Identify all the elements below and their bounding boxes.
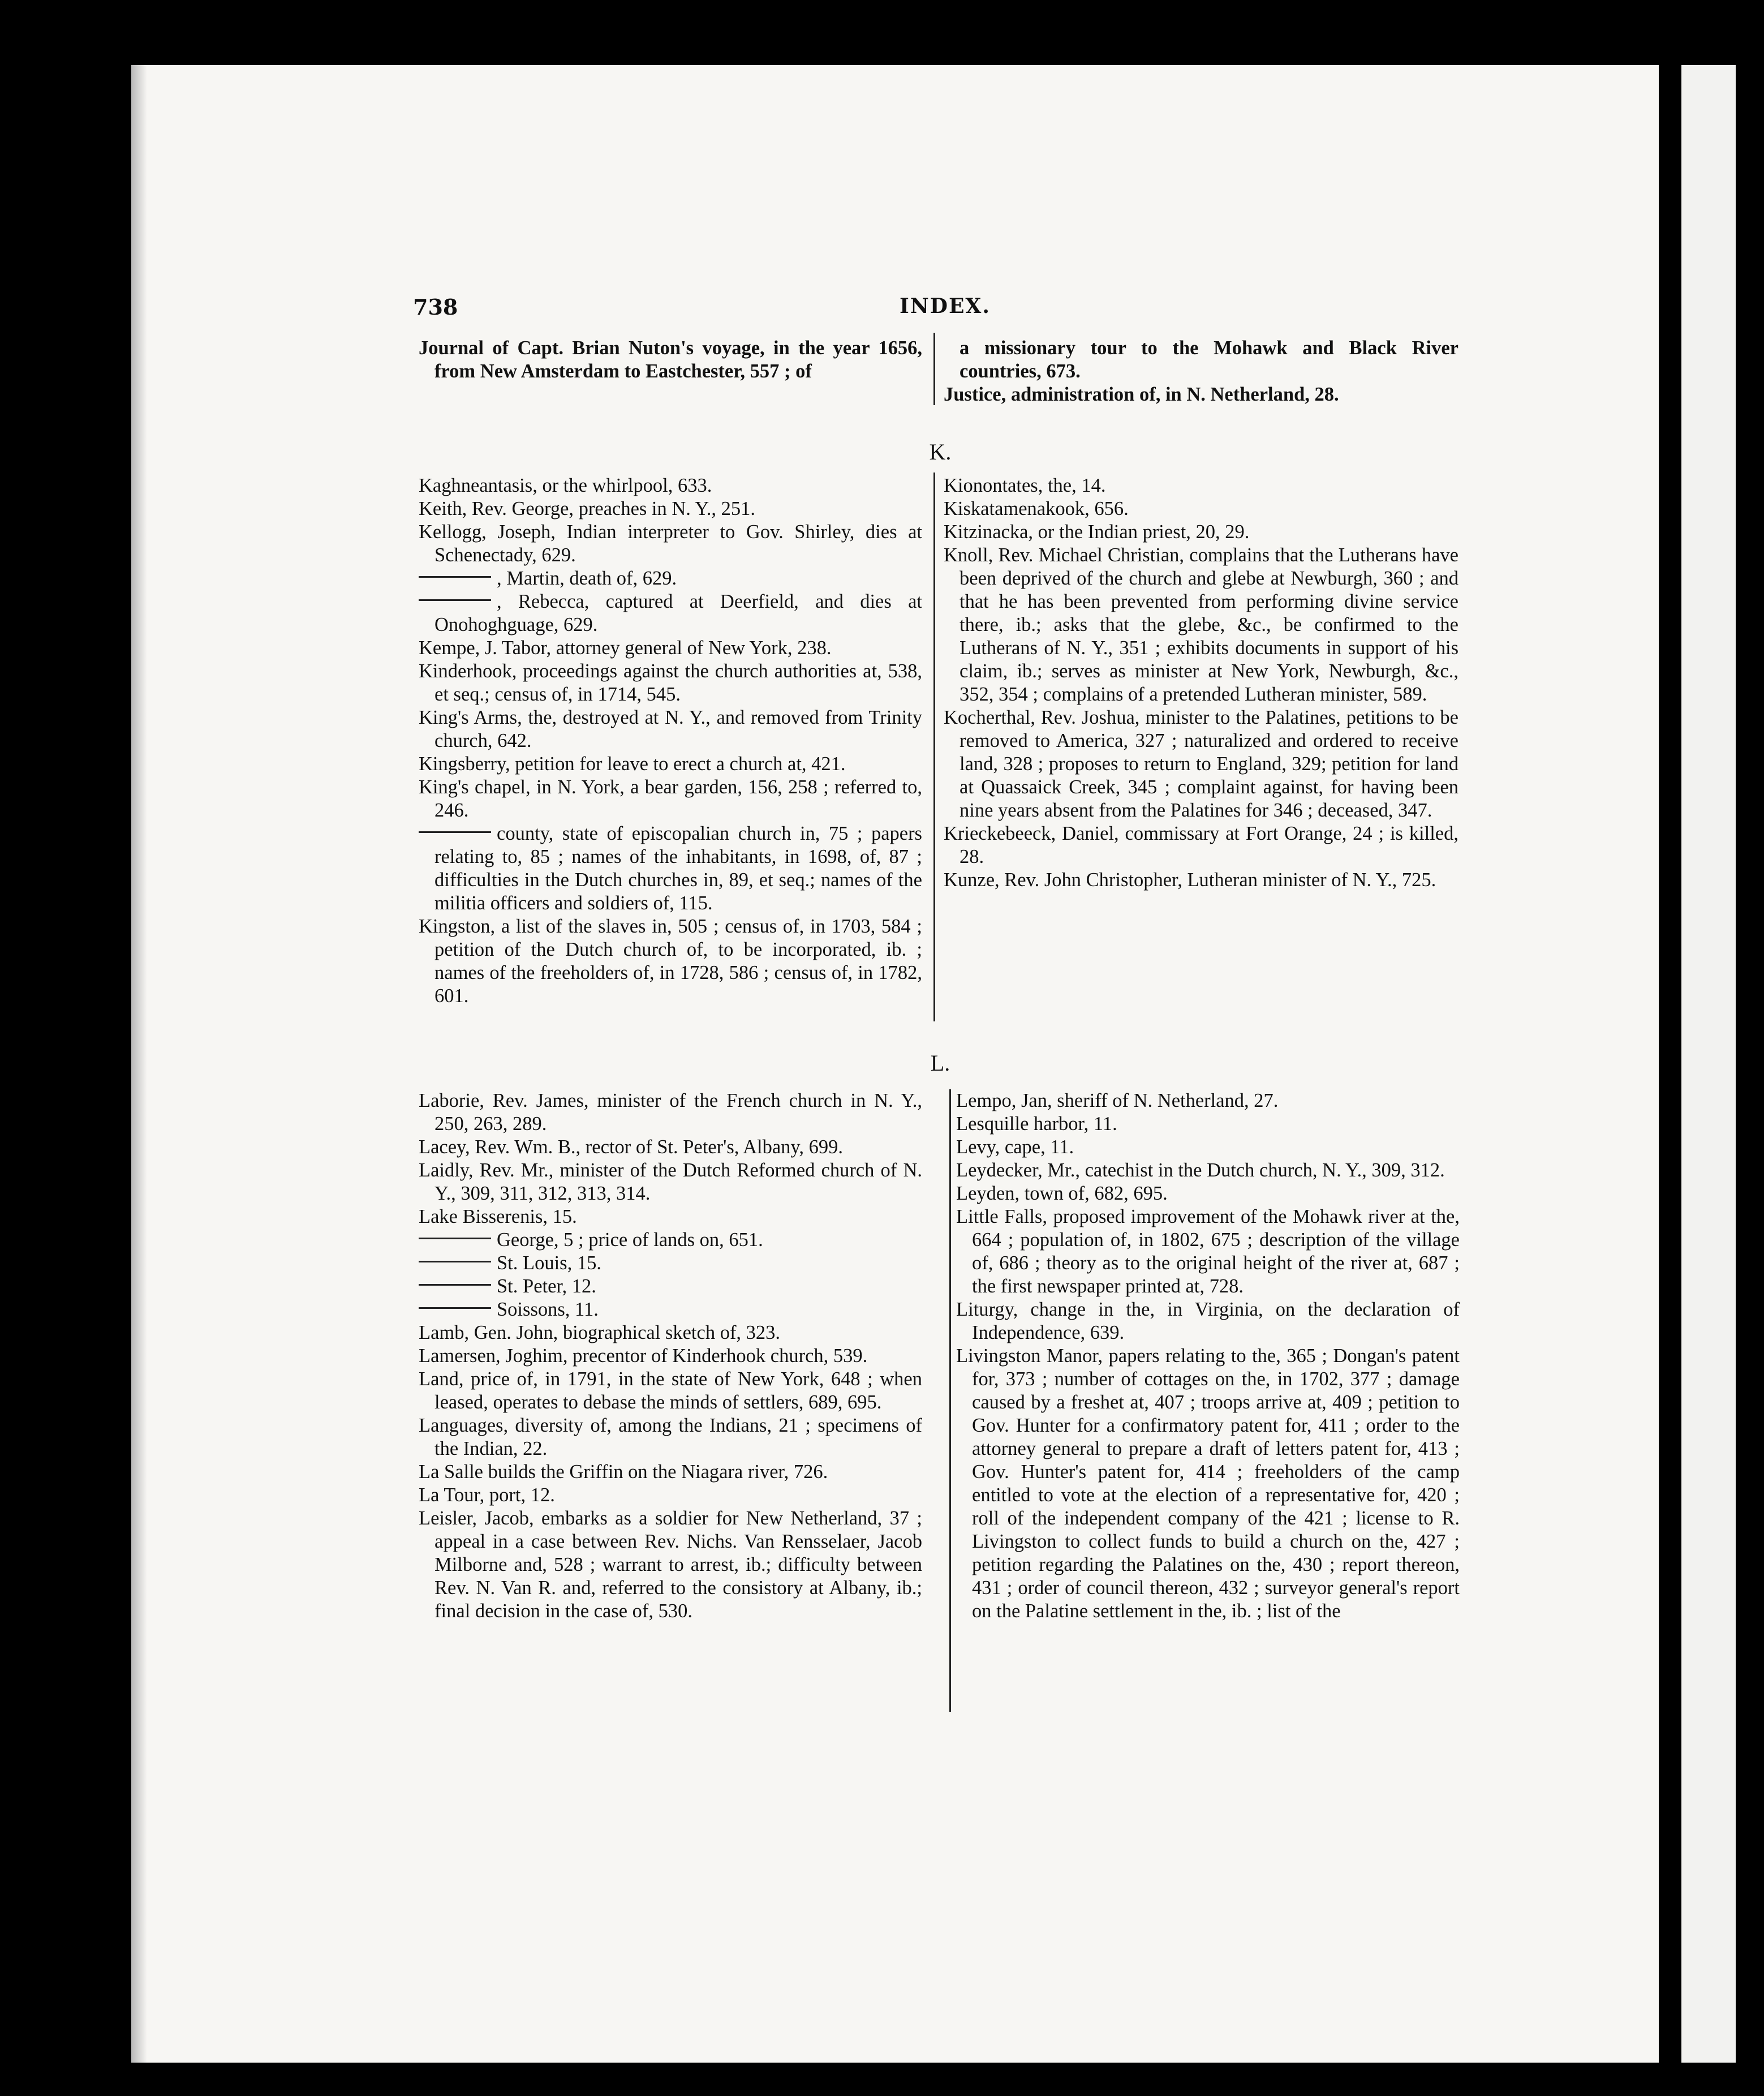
running-head [413, 294, 1460, 328]
index-entry-text: St. Louis, 15. [497, 1252, 601, 1274]
ditto-dash [419, 1261, 491, 1262]
index-entry: Kinderhook, proceedings against the church authorities at, 538, et seq.; census of, in 1714, 545. [419, 660, 922, 705]
k-section-right-column [944, 474, 1458, 892]
index-entry: Kellogg, Joseph, Indian interpreter to Gov. Shirley, dies at Schenectady, 629. [419, 521, 922, 566]
index-entry: Languages, diversity of, among the Indians, 21 ; specimens of the Indian, 22. [419, 1415, 922, 1459]
index-entry-text: Soissons, 11. [497, 1299, 599, 1320]
index-entry [419, 1252, 922, 1275]
index-entry: Livingston Manor, papers relating to the, 365 ; Dongan's patent for, 373 ; number of cottages on the, in 1702, 377 ; damage caused by a freshet at, 407 ; troops arrive at, 409 ; petition to Gov. Hunter for a confirmatory patent for, 411 ; order to the attorney general to prepare a draft of letters patent for, 413 ; Gov. Hunter's patent for, 414 ; freeholders of the camp entitled to vote at the election of a representative for, 420 ; roll of the independent company of the 421 ; license to R. Livingston to collect funds to build a church on the, 427 ; petition regarding the Palatines on the, 430 ; report thereon, 431 ; order of council thereon, 432 ; surveyor general's report on the Palatine settlement in the, ib. ; list of the [956, 1345, 1460, 1622]
next-page-edge [1681, 65, 1736, 2063]
column-divider [933, 333, 935, 405]
index-entry: Leisler, Jacob, embarks as a soldier for New Netherland, 37 ; appeal in a case between Rev. Nichs. Van Rensselaer, Jacob Milborne and, 528 ; warrant to arrest, ib.; difficulty between Rev. N. Van R. and, referred to the consistory at Albany, ib.; final decision in the case of, 530. [419, 1507, 922, 1622]
index-entry: Kocherthal, Rev. Joshua, minister to the Palatines, petitions to be removed to America, 327 ; naturalized and ordered to receive land, 328 ; proposes to return to England, 329; petition for land at Quassaick Creek, 345 ; complaint against, for having been nine years absent from the Palatines for 346 ; deceased, 347. [944, 707, 1458, 821]
index-entry: Leydecker, Mr., catechist in the Dutch church, N. Y., 309, 312. [956, 1159, 1445, 1181]
ditto-dash [419, 576, 491, 578]
index-entry: La Salle builds the Griffin on the Niagara river, 726. [419, 1461, 828, 1483]
index-entry: Justice, administration of, in N. Netherland, 28. [944, 384, 1339, 405]
section-letter-k: K. [929, 439, 952, 465]
index-entry-text: , Martin, death of, 629. [497, 568, 677, 589]
index-entry: Kitzinacka, or the Indian priest, 20, 29. [944, 521, 1250, 543]
index-entry: Kiskatamenakook, 656. [944, 498, 1129, 519]
index-entry [419, 1298, 922, 1321]
index-entry: Lacey, Rev. Wm. B., rector of St. Peter's, Albany, 699. [419, 1136, 844, 1158]
k-section-left-column [419, 474, 922, 1008]
index-entry: Liturgy, change in the, in Virginia, on the declaration of Independence, 639. [956, 1299, 1460, 1343]
index-entry: Kempe, J. Tabor, attorney general of New York, 238. [419, 637, 832, 659]
index-entry: Journal of Capt. Brian Nuton's voyage, in the year 1656, from New Amsterdam to Eastchester, 557 ; of [419, 337, 922, 382]
index-entry: Kingston, a list of the slaves in, 505 ; census of, in 1703, 584 ; petition of the Dutch church of, to be incorporated, ib. ; names of the freeholders of, in 1728, 586 ; census of, in 1782, 601. [419, 916, 922, 1007]
j-section-right-column [944, 337, 1458, 406]
running-title: INDEX. [900, 294, 991, 318]
j-section-left-column [419, 337, 922, 383]
column-divider [933, 473, 935, 1021]
index-entry: a missionary tour to the Mohawk and Black River countries, 673. [960, 337, 1458, 382]
index-entry: Krieckebeeck, Daniel, commissary at Fort Orange, 24 ; is killed, 28. [944, 823, 1458, 867]
l-section-right-column [956, 1089, 1460, 1623]
page-number: 738 [413, 294, 458, 320]
index-entry [419, 567, 922, 590]
index-entry: Keith, Rev. George, preaches in N. Y., 251. [419, 498, 755, 519]
index-entry: Kaghneantasis, or the whirlpool, 633. [419, 475, 712, 496]
index-entry: Levy, cape, 11. [956, 1136, 1074, 1158]
column-divider [949, 1089, 951, 1712]
l-section-left-column [419, 1089, 922, 1623]
spine-shadow [131, 65, 147, 2063]
index-entry: Lesquille harbor, 11. [956, 1113, 1117, 1135]
ditto-dash [419, 1284, 491, 1286]
index-entry: Kunze, Rev. John Christopher, Lutheran minister of N. Y., 725. [944, 869, 1436, 891]
index-entry: Kingsberry, petition for leave to erect a church at, 421. [419, 753, 846, 775]
index-entry [419, 590, 922, 637]
index-entry [419, 1275, 922, 1298]
index-entry-text: county, state of episcopalian church in, 75 ; papers relating to, 85 ; names of the inhabitants, in 1698, of, 87 ; difficulties in the Dutch churches in, 89, et seq.; names of the militia officers and soldiers of, 115. [434, 823, 922, 914]
index-entry: Laidly, Rev. Mr., minister of the Dutch Reformed church of N. Y., 309, 311, 312, 313, 314. [419, 1159, 922, 1204]
index-entry [419, 1229, 922, 1252]
page-edge-dark [1659, 65, 1681, 2063]
index-entry-text: George, 5 ; price of lands on, 651. [497, 1229, 763, 1251]
index-entry: Kionontates, the, 14. [944, 475, 1106, 496]
index-entry: La Tour, port, 12. [419, 1484, 555, 1506]
index-entry: King's Arms, the, destroyed at N. Y., and removed from Trinity church, 642. [419, 707, 922, 751]
index-entry: Laborie, Rev. James, minister of the French church in N. Y., 250, 263, 289. [419, 1090, 922, 1135]
ditto-dash [419, 1238, 491, 1239]
index-entry: King's chapel, in N. York, a bear garden, 156, 258 ; referred to, 246. [419, 776, 922, 821]
section-letter-l: L. [930, 1050, 950, 1076]
ditto-dash [419, 1307, 491, 1309]
index-entry: Lempo, Jan, sheriff of N. Netherland, 27. [956, 1090, 1279, 1111]
index-entry: Knoll, Rev. Michael Christian, complains that the Lutherans have been deprived of the church and glebe at Newburgh, 360 ; and that he has been prevented from performing divine service there, ib.; asks that the glebe, &c., be confirmed to the Lutherans of N. Y., 351 ; exhibits documents in support of his claim, ib.; serves as minister at New York, Newburgh, &c., 352, 354 ; complains of a pretended Lutheran minister, 589. [944, 544, 1458, 705]
index-entry: Lamersen, Joghim, precentor of Kinderhook church, 539. [419, 1345, 868, 1367]
index-entry: Leyden, town of, 682, 695. [956, 1183, 1168, 1204]
index-entry-text: St. Peter, 12. [497, 1275, 596, 1297]
ditto-dash [419, 831, 491, 833]
index-entry: Lamb, Gen. John, biographical sketch of, 323. [419, 1322, 781, 1343]
index-entry [419, 822, 922, 915]
ditto-dash [419, 599, 491, 601]
index-entry: Little Falls, proposed improvement of the Mohawk river at the, 664 ; population of, in 1802, 675 ; description of the village of, 686 ; theory as to the original height of the river at, 687 ; the first newspaper printed at, 728. [956, 1206, 1460, 1297]
index-entry: Lake Bisserenis, 15. [419, 1206, 577, 1227]
index-entry-text: , Rebecca, captured at Deerfield, and dies at Onohoghguage, 629. [434, 591, 922, 635]
index-entry: Land, price of, in 1791, in the state of New York, 648 ; when leased, operates to debase the minds of settlers, 689, 695. [419, 1368, 922, 1413]
